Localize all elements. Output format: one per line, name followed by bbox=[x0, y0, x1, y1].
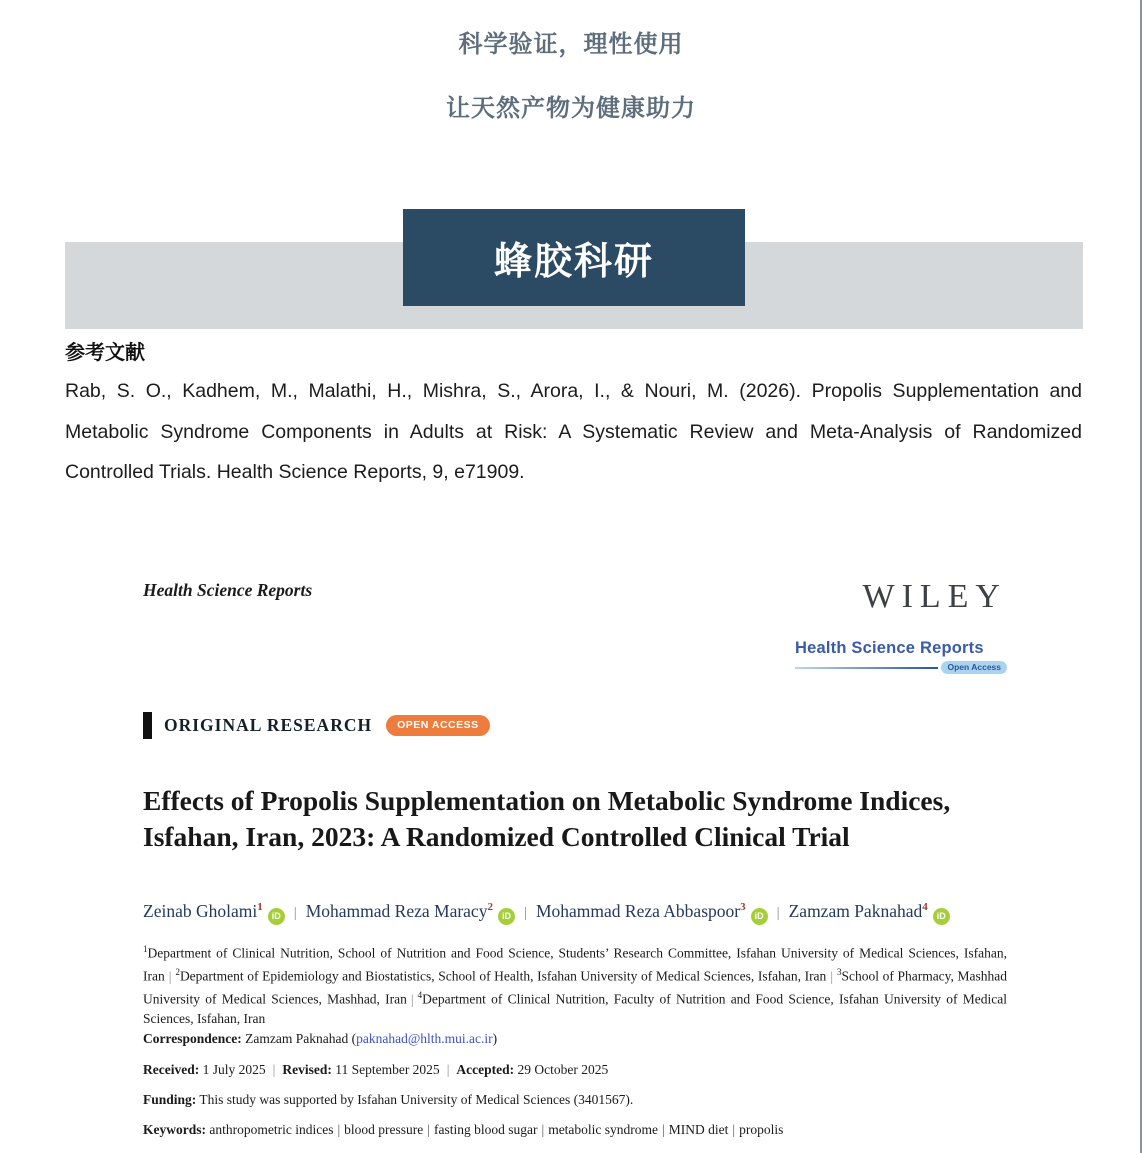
open-access-small-badge: Open Access bbox=[941, 661, 1007, 674]
dates-line bbox=[143, 1062, 1007, 1078]
affiliation-separator: | bbox=[830, 968, 834, 984]
keyword: anthropometric indices bbox=[209, 1122, 334, 1137]
keyword-separator: | bbox=[427, 1122, 430, 1137]
correspondence-email-link[interactable]: paknahad@hlth.mui.ac.ir bbox=[356, 1031, 493, 1046]
date-value: 29 October 2025 bbox=[517, 1062, 609, 1077]
date-label: Revised: bbox=[282, 1062, 332, 1077]
affiliation-superscript: 3 bbox=[837, 967, 842, 977]
affiliation-superscript: 2 bbox=[175, 967, 180, 977]
affiliations bbox=[143, 940, 1007, 1029]
authors-row bbox=[143, 901, 1007, 925]
date-separator: | bbox=[446, 1062, 450, 1077]
article-type-label: ORIGINAL RESEARCH bbox=[164, 715, 373, 735]
date-label: Received: bbox=[143, 1062, 200, 1077]
keyword: propolis bbox=[739, 1122, 784, 1137]
orcid-icon[interactable]: iD bbox=[751, 908, 768, 925]
keywords-line bbox=[143, 1122, 1007, 1138]
tagline-natural: 让天然产物为健康助力 bbox=[446, 95, 696, 122]
affiliation-superscript: 4 bbox=[417, 990, 423, 1000]
funding-label: Funding: bbox=[143, 1092, 197, 1107]
affiliation-superscript: 1 bbox=[143, 944, 148, 954]
funding-text: This study was supported by Isfahan University of Medical Sciences (3401567). bbox=[199, 1092, 634, 1107]
orcid-icon[interactable]: iD bbox=[933, 908, 950, 925]
journal-logo-underline bbox=[795, 661, 1007, 674]
keywords-label: Keywords: bbox=[143, 1122, 206, 1137]
affiliation-text: School of Pharmacy, Mashhad University of Medical Sciences, Mashhad, Iran bbox=[143, 968, 1008, 1007]
keyword: fasting blood sugar bbox=[433, 1122, 538, 1137]
author: Mohammad Reza Maracy$^2$iD bbox=[306, 901, 515, 921]
keyword-separator: | bbox=[337, 1122, 341, 1137]
keyword-separator: | bbox=[732, 1122, 736, 1137]
author-affiliation-superscript: 2 bbox=[487, 901, 493, 914]
journal-logo-line bbox=[795, 667, 938, 669]
date-value: 11 September 2025 bbox=[335, 1062, 440, 1077]
wiley-logo: WILEY bbox=[862, 578, 1007, 615]
date-label: Accepted: bbox=[456, 1062, 515, 1077]
keyword: MIND diet bbox=[668, 1122, 729, 1137]
open-access-badge: OPEN ACCESS bbox=[386, 715, 490, 736]
affiliation-separator: | bbox=[410, 991, 414, 1007]
correspondence-label: Correspondence: bbox=[143, 1031, 242, 1046]
journal-logo bbox=[795, 639, 1007, 674]
article-type-row bbox=[143, 712, 490, 739]
author-separator: | bbox=[293, 905, 297, 921]
date-value: 1 July 2025 bbox=[202, 1062, 266, 1077]
paper-first-page bbox=[143, 0, 1007, 1153]
paper-title: Effects of Propolis Supplementation on Metabolic Syndrome Indices, Isfahan, Iran, 2023: A Randomized Controlled Clinical Trial bbox=[143, 785, 951, 852]
keyword-separator: | bbox=[662, 1122, 665, 1137]
journal-running-head: Health Science Reports bbox=[143, 580, 313, 600]
affiliation-text: Department of Epidemiology and Biostatistics, School of Health, Isfahan University of Medical Sciences, Isfahan, Iran bbox=[179, 968, 827, 984]
article-type-bar-icon bbox=[143, 712, 152, 739]
affiliation-text: Department of Clinical Nutrition, Faculty of Nutrition and Food Science, Isfahan University of Medical Sciences, Isfahan, Iran bbox=[143, 991, 1007, 1026]
keyword: blood pressure bbox=[344, 1122, 424, 1137]
tagline-science: 科学验证，理性使用 bbox=[458, 31, 684, 58]
date-separator: | bbox=[272, 1062, 276, 1077]
author: Mohammad Reza Abbaspoor$^3$iD bbox=[536, 901, 768, 921]
correspondence-name: Zamzam Paknahad bbox=[245, 1031, 349, 1046]
affiliation-separator: | bbox=[168, 968, 172, 984]
author: Zeinab Gholami$^1$iD bbox=[143, 901, 285, 921]
reference-heading: 参考文献 bbox=[65, 342, 145, 364]
keyword: metabolic syndrome bbox=[548, 1122, 659, 1137]
journal-logo-name: Health Science Reports bbox=[795, 639, 984, 657]
keyword-separator: | bbox=[541, 1122, 545, 1137]
author-affiliation-superscript: 3 bbox=[740, 901, 746, 914]
orcid-icon[interactable]: iD bbox=[268, 908, 285, 925]
funding-line bbox=[143, 1092, 1007, 1108]
banner-title: 蜂胶科研 bbox=[493, 241, 654, 283]
orcid-icon[interactable]: iD bbox=[498, 908, 515, 925]
correspondence-line: Correspondence: Zamzam Paknahad (paknahad@hlth.mui.ac.ir) bbox=[143, 1031, 498, 1046]
reference-text: Rab, S. O., Kadhem, M., Malathi, H., Mishra, S., Arora, I., & Nouri, M. (2026). Propolis Supplementation and Metabolic Syndrome Components in Adults at Risk: A Systematic Review and Meta-Analysis of Randomized Controlled Trials. Health Science Reports, 9, e71909. bbox=[65, 380, 1082, 483]
author: Zamzam Paknahad$^4$iD bbox=[789, 901, 950, 921]
author-affiliation-superscript: 4 bbox=[922, 901, 928, 914]
author-affiliation-superscript: 1 bbox=[257, 901, 263, 914]
author-separator: | bbox=[523, 905, 527, 921]
affiliation-text: Department of Clinical Nutrition, School of Nutrition and Food Science, Students’ Research Committee, Isfahan University of Medical Sciences, Isfahan, Iran bbox=[143, 945, 1007, 984]
author-separator: | bbox=[776, 905, 780, 921]
